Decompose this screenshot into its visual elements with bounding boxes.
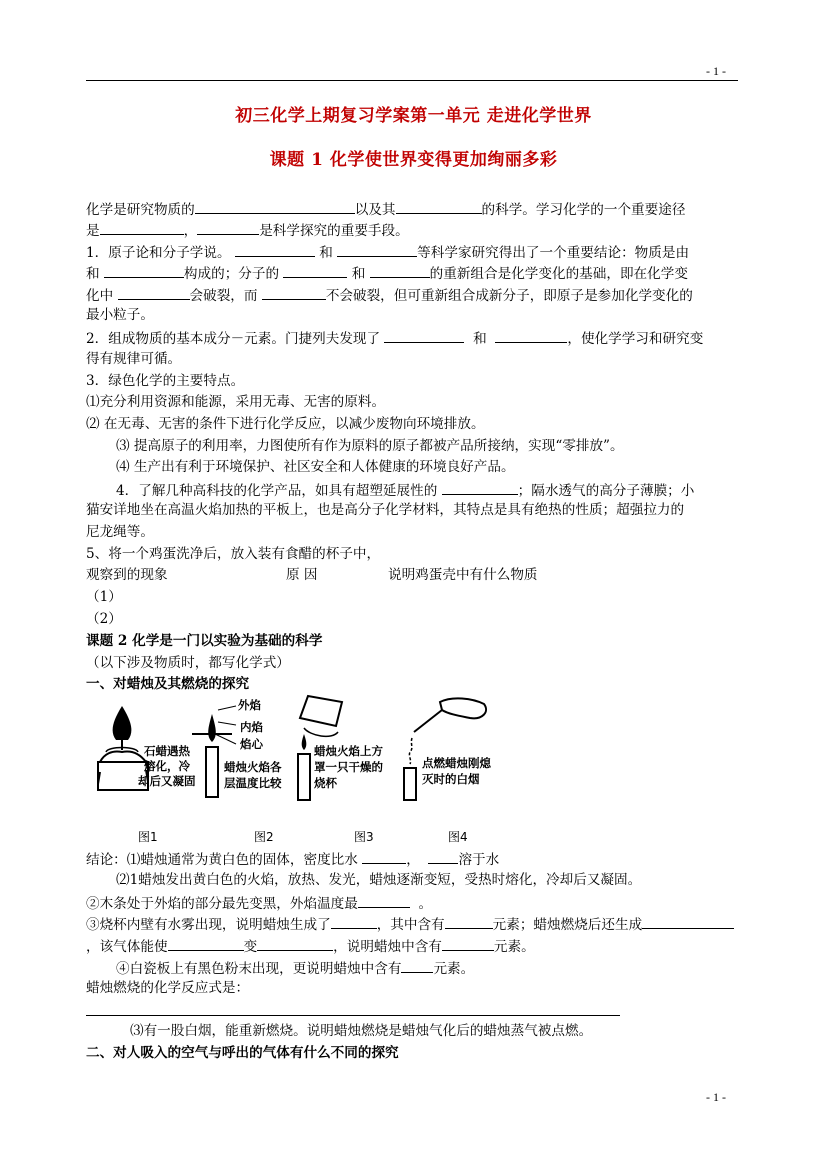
answer-blank [401, 958, 433, 973]
text-line [116, 437, 624, 455]
text-line [86, 936, 535, 956]
text-span: 是 [86, 223, 100, 239]
leading-comma: ， [86, 939, 100, 955]
flame-core-label: 焰心 [240, 737, 263, 751]
answer-blank [235, 242, 315, 257]
answer-blank [100, 220, 184, 235]
text-span: ⑶有一股白烟，能重新燃烧。说明蜡烛燃烧是蜡烛气化后的蜡烛蒸气被点燃。 [130, 1023, 593, 1039]
text-span: 的科学。学习化学的一个重要途径 [481, 202, 686, 218]
text-line [86, 220, 409, 240]
text-line [86, 372, 244, 390]
fig3-text-line1: 蜡烛火焰上方 [314, 744, 383, 758]
text-span: ， [183, 223, 198, 239]
answer-blank [197, 220, 259, 235]
text-span: 该气体能使 [99, 939, 168, 955]
text-line [86, 610, 122, 628]
text-span: 元素。 [433, 961, 475, 977]
text-span: 观察到的现象 [86, 567, 168, 583]
text-line [86, 523, 154, 541]
answer-blank [283, 263, 347, 278]
text-line [86, 979, 249, 997]
text-span: ⑷ 生产出有利于环境保护、社区安全和人体健康的环境良好产品。 [116, 459, 515, 475]
text-line [86, 849, 499, 869]
text-line [130, 1022, 592, 1040]
text-span: ，其中含有 [376, 917, 445, 933]
text-span: 5、将一个鸡蛋洗净后，放入装有食醋的杯子中， [86, 546, 381, 562]
text-span: ②木条处于外焰的部分最先变黑，外焰温度最 [86, 896, 358, 912]
text-span: 最小粒子。 [86, 307, 154, 323]
text-span: 说明鸡蛋壳中有什么物质 [388, 567, 538, 583]
figure-caption-4: 图4 [448, 830, 468, 844]
text-line [86, 566, 168, 584]
fig4-text-line2: 灭时的白烟 [422, 772, 480, 786]
text-span: ⑵1蜡烛发出黄白色的火焰，放热、发光，蜡烛逐渐变短，受热时熔化，冷却后又凝固。 [116, 872, 642, 888]
answer-blank [445, 914, 493, 929]
answer-blank [168, 936, 244, 951]
text-line [86, 285, 693, 305]
answer-blank [257, 936, 333, 951]
text-line [116, 480, 694, 500]
text-span: 结论：⑴蜡烛通常为黄白色的固体，密度比水 [86, 852, 358, 868]
text-span: 变 [243, 939, 258, 955]
text-span: 会破裂，而 [189, 288, 258, 304]
text-span: 化中 [86, 288, 114, 304]
text-span: 1．原子论和分子学说。 [86, 245, 231, 261]
text-line [86, 306, 154, 324]
text-span: 元素。 [493, 939, 535, 955]
text-span: 构成的；分子的 [183, 266, 280, 282]
answer-blank [331, 914, 377, 929]
footer-page-number: - 1 - [706, 1090, 726, 1104]
text-line [86, 415, 485, 433]
figure-caption-1: 图1 [138, 830, 158, 844]
text-span: ，使化学学习和研究变 [567, 331, 704, 347]
figure-caption-3: 图3 [354, 830, 374, 844]
text-span: 不会破裂，但可重新组合成新分子，即原子是参加化学变化的 [325, 288, 693, 304]
text-span: 等科学家研究得出了一个重要结论：物质是由 [417, 245, 690, 261]
text-span: 得有规律可循。 [86, 351, 182, 367]
answer-blank [442, 480, 518, 495]
text-line [86, 893, 432, 913]
fig2-text-line2: 层温度比较 [224, 776, 282, 790]
text-span: 。 [418, 896, 433, 912]
header-rule [86, 80, 738, 81]
candle-experiment-figures [92, 692, 512, 847]
answer-blank [642, 914, 734, 929]
text-span: ③烧杯内壁有水雾出现，说明蜡烛生成了 [86, 917, 331, 933]
text-span: 4．了解几种高科技的化学产品，如具有超塑延展性的 [116, 483, 438, 499]
lesson1-title: 课题 1 化学使世界变得更加绚丽多彩 [269, 150, 558, 170]
text-span: （2） [86, 611, 122, 627]
fig1-text-line2: 熔化，冷 [144, 759, 190, 773]
text-span: ⑶ 提高原子的利用率，力图使所有作为原料的原子都被产品所接纳，实现“零排放”。 [116, 438, 624, 454]
section2-heading: 二、对人吸入的空气与呼出的气体有什么不同的探究 [86, 1045, 399, 1061]
answer-blank [358, 893, 410, 908]
text-span: 尼龙绳等。 [86, 524, 154, 540]
lesson2-note: （以下涉及物质时，都写化学式） [86, 655, 290, 671]
text-line [86, 328, 703, 348]
text-span: 溶于水 [458, 852, 500, 868]
text-span: ⑴充分利用资源和能源，采用无毒、无害的原料。 [86, 394, 386, 410]
text-span: 和 [86, 266, 100, 282]
text-span: 猫安详地坐在高温火焰加热的平板上，也是高分子化学材料，其特点是具有绝热的性质；超强拉力的 [86, 502, 685, 518]
fig1-text-line3: 却后又凝固 [138, 774, 196, 788]
text-span: 2．组成物质的基本成分－元素。门捷列夫发现了 [86, 331, 381, 347]
answer-blank [337, 242, 417, 257]
answer-blank [262, 285, 326, 300]
section1-heading: 一、对蜡烛及其燃烧的探究 [86, 676, 250, 692]
answer-blank [362, 849, 406, 864]
text-line [86, 242, 689, 262]
answer-blank [396, 199, 482, 214]
text-line [86, 588, 122, 606]
answer-blank [495, 328, 567, 343]
text-span: 的重新组合是化学变化的基础，即在化学变 [429, 266, 688, 282]
lesson2-heading: 课题 2 化学是一门以实验为基础的科学 [86, 633, 323, 649]
text-span: 原 因 [286, 567, 318, 583]
text-line [388, 566, 538, 584]
answer-blank [442, 936, 494, 951]
text-span: 元素；蜡烛燃烧后还生成 [492, 917, 643, 933]
text-line [86, 199, 685, 219]
text-line [86, 545, 380, 563]
text-span: ，说明蜡烛中含有 [333, 939, 442, 955]
text-line [116, 871, 641, 889]
text-span: ⑵ 在无毒、无害的条件下进行化学反应，以减少废物向环境排放。 [86, 416, 485, 432]
answer-blank [428, 849, 458, 864]
answer-blank [370, 263, 430, 278]
text-line [86, 501, 684, 519]
text-span: 蜡烛燃烧的化学反应式是： [86, 980, 250, 996]
text-span: 和 [319, 245, 333, 261]
answer-blank [104, 263, 184, 278]
text-span: 3．绿色化学的主要特点。 [86, 373, 245, 389]
figure-caption-2: 图2 [254, 830, 274, 844]
fig3-text-line2: 罩一只干燥的 [314, 760, 383, 774]
equation-answer-line [86, 1015, 620, 1016]
text-span: ④白瓷板上有黑色粉末出现，更说明蜡烛中含有 [116, 961, 402, 977]
text-span: ， [406, 852, 420, 868]
fig2-text-line1: 蜡烛火焰各 [224, 760, 282, 774]
text-line [86, 393, 385, 411]
text-span: 化学是研究物质的 [86, 202, 195, 218]
text-line [86, 263, 688, 283]
fig4-text-line1: 点燃蜡烛刚熄 [422, 756, 491, 770]
document-title: 初三化学上期复习学案第一单元 走进化学世界 [235, 106, 592, 126]
fig3-text-line3: 烧杯 [314, 776, 337, 790]
text-span: ；隔水透气的高分子薄膜；小 [517, 483, 695, 499]
text-span: 和 [351, 266, 366, 282]
text-line [116, 458, 515, 476]
text-span: 和 [473, 331, 487, 347]
answer-blank [118, 285, 190, 300]
text-span: （1） [86, 589, 122, 605]
text-line [286, 566, 318, 584]
text-span: 是科学探究的重要手段。 [259, 223, 409, 239]
header-page-number: - 1 - [706, 64, 726, 78]
inner-flame-label: 内焰 [240, 720, 263, 734]
text-span: 以及其 [354, 202, 396, 218]
answer-blank [384, 328, 464, 343]
outer-flame-label: 外焰 [238, 698, 261, 712]
text-line [116, 958, 474, 978]
fig1-text-line1: 石蜡遇热 [144, 744, 190, 758]
text-line [86, 350, 181, 368]
answer-blank [195, 199, 355, 214]
text-line [86, 914, 734, 934]
